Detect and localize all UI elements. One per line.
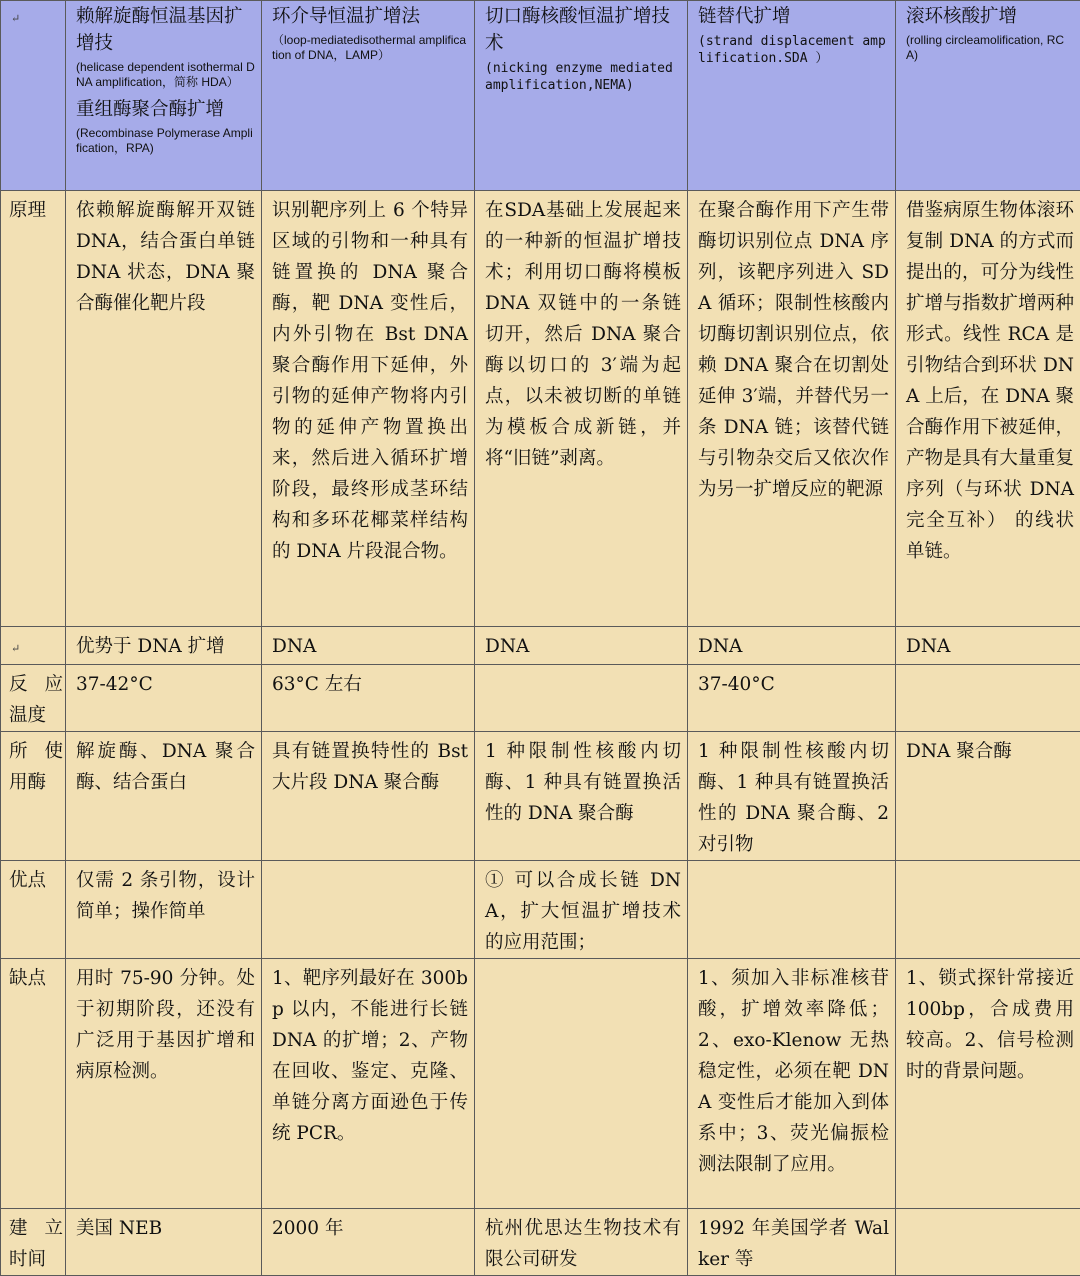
- cell-rca-target: DNA: [896, 627, 1080, 665]
- header-title: 赖解旋酶恒温基因扩增技: [76, 6, 243, 54]
- cell-sda-enzymes: 1 种限制性核酸内切酶、1 种具有链置换活性的 DNA 聚合酶、2 对引物: [688, 732, 896, 861]
- cell-rca-temp: [896, 665, 1080, 732]
- header-hda-rpa: [66, 1, 262, 191]
- cell-hda-disadvantages: 用时 75-90 分钟。处于初期阶段，还没有广泛用于基因扩增和病原检测。: [66, 959, 262, 1209]
- cell-nema-temp: [475, 665, 688, 732]
- cell-rca-established: [896, 1209, 1080, 1276]
- cell-hda-established: 美国 NEB: [66, 1209, 262, 1276]
- paragraph-mark-icon: ↵: [11, 12, 20, 25]
- cell-nema-disadvantages: [475, 959, 688, 1209]
- cell-sda-advantages: [688, 861, 896, 959]
- header-title: 切口酶核酸恒温扩增技术: [485, 6, 670, 54]
- cell-sda-principle: 在聚合酶作用下产生带酶切识别位点 DNA 序列，该靶序列进入 SDA 循环；限制性核酸内切酶切割识别位点，依赖 DNA 聚合在切割处延伸 3′端，并替代另一条 DNA 链；该替代链与引物杂交后又依次作为另一扩增反应的靶源: [688, 191, 896, 627]
- cell-lamp-established: 2000 年: [262, 1209, 475, 1276]
- cell-hda-temp: 37-42°C: [66, 665, 262, 732]
- cell-nema-target: DNA: [475, 627, 688, 665]
- header-subtitle-2: (Recombinase Polymerase Amplification，RPA): [76, 126, 255, 156]
- cell-hda-target: 优势于 DNA 扩增: [66, 627, 262, 665]
- header-title-2: 重组酶聚合酶扩增: [76, 99, 224, 120]
- cell-rca-advantages: [896, 861, 1080, 959]
- cell-lamp-target: DNA: [262, 627, 475, 665]
- row-label: 反应温度: [1, 665, 66, 732]
- cell-nema-established: 杭州优思达生物技术有限公司研发: [475, 1209, 688, 1276]
- cell-lamp-advantages: [262, 861, 475, 959]
- cell-hda-enzymes: 解旋酶、DNA 聚合酶、结合蛋白: [66, 732, 262, 861]
- row-advantages: [1, 861, 1080, 959]
- row-established: [1, 1209, 1080, 1276]
- header-rca: [896, 1, 1080, 191]
- cell-sda-target: DNA: [688, 627, 896, 665]
- cell-hda-advantages: 仅需 2 条引物，设计简单；操作简单: [66, 861, 262, 959]
- header-subtitle: (nicking enzyme mediated amplification,NEMA): [485, 60, 681, 94]
- row-label: 优点: [1, 861, 66, 959]
- row-principle: [1, 191, 1080, 627]
- row-label: 所使用酶: [1, 732, 66, 861]
- header-subtitle: (rolling circleamolification, RCA): [906, 33, 1074, 63]
- cell-sda-temp: 37-40°C: [688, 665, 896, 732]
- header-title: 环介导恒温扩增法: [272, 6, 420, 27]
- header-sda: [688, 1, 896, 191]
- cell-rca-enzymes: DNA 聚合酶: [896, 732, 1080, 861]
- cell-nema-principle: 在SDA基础上发展起来的一种新的恒温扩增技术；利用切口酶将模板 DNA 双链中的一条链切开，然后 DNA 聚合酶以切口的 3′端为起点，以未被切断的单链为模板合成新链，并将“旧链”剥离。: [475, 191, 688, 627]
- cell-lamp-temp: 63°C 左右: [262, 665, 475, 732]
- header-subtitle: (strand displacement amplification.SDA ）: [698, 33, 889, 67]
- cell-hda-principle: 依赖解旋酶解开双链 DNA，结合蛋白单链 DNA 状态，DNA 聚合酶催化靶片段: [66, 191, 262, 627]
- row-label: 原理: [1, 191, 66, 627]
- cell-rca-disadvantages: 1、锁式探针常接近 100bp，合成费用较高。2、信号检测时的背景问题。: [896, 959, 1080, 1209]
- row-label: [1, 627, 66, 665]
- header-subtitle: （loop-mediatedisothermal amplification of DNA，LAMP）: [272, 33, 468, 63]
- row-disadvantages: [1, 959, 1080, 1209]
- row-label: 缺点: [1, 959, 66, 1209]
- row-label: 建立时间: [1, 1209, 66, 1276]
- cell-nema-advantages: ① 可以合成长链 DNA，扩大恒温扩增技术的应用范围；: [475, 861, 688, 959]
- paragraph-mark-icon: ↵: [11, 642, 20, 655]
- header-title: 链替代扩增: [698, 6, 791, 27]
- row-advantage-target: [1, 627, 1080, 665]
- cell-lamp-enzymes: 具有链置换特性的 Bst 大片段 DNA 聚合酶: [262, 732, 475, 861]
- row-enzymes: [1, 732, 1080, 861]
- cell-rca-principle: 借鉴病原生物体滚环复制 DNA 的方式而提出的，可分为线性扩增与指数扩增两种形式。线性 RCA 是引物结合到环状 DNA 上后，在 DNA 聚合酶作用下被延伸，产物是具有大量重复序列（与环状 DNA 完全互补） 的线状单链。: [896, 191, 1080, 627]
- cell-lamp-disadvantages: 1、靶序列最好在 300bp 以内，不能进行长链 DNA 的扩增；2、产物在回收、鉴定、克隆、单链分离方面逊色于传统 PCR。: [262, 959, 475, 1209]
- corner-cell: [1, 1, 66, 191]
- row-temperature: [1, 665, 1080, 732]
- header-subtitle: (helicase dependent isothermal DNA amplification，简称 HDA）: [76, 60, 255, 90]
- header-row: [1, 1, 1080, 191]
- cell-lamp-principle: 识别靶序列上 6 个特异区域的引物和一种具有链置换的 DNA 聚合酶，靶 DNA 变性后，内外引物在 Bst DNA 聚合酶作用下延伸，外引物的延伸产物将内引物的延伸产物置换出来，然后进入循环扩增阶段，最终形成茎环结构和多环花椰菜样结构的 DNA 片段混合物。: [262, 191, 475, 627]
- cell-sda-disadvantages: 1、须加入非标准核苷酸，扩增效率降低；2、exo-Klenow 无热稳定性，必须在靶 DNA 变性后才能加入到体系中；3、荧光偏振检测法限制了应用。: [688, 959, 896, 1209]
- header-title: 滚环核酸扩增: [906, 6, 1017, 27]
- cell-nema-enzymes: 1 种限制性核酸内切酶、1 种具有链置换活性的 DNA 聚合酶: [475, 732, 688, 861]
- header-nema: [475, 1, 688, 191]
- cell-sda-established: 1992 年美国学者 Walker 等: [688, 1209, 896, 1276]
- header-lamp: [262, 1, 475, 191]
